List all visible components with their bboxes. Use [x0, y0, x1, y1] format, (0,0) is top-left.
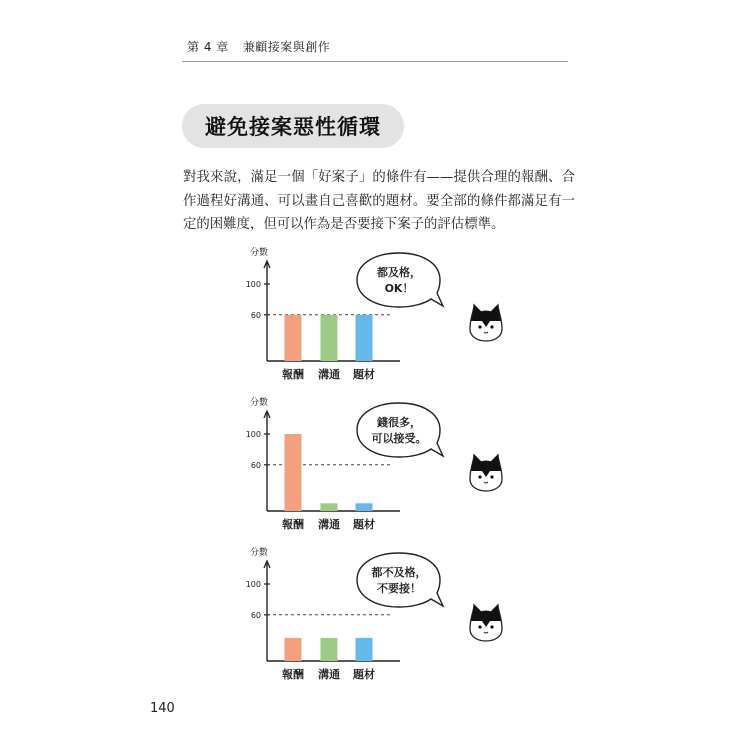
score-chart-2 — [240, 395, 515, 535]
bar-2 — [356, 638, 373, 661]
bar-0 — [285, 315, 302, 361]
body-paragraph: 對我來說，滿足一個「好案子」的條件有——提供合理的報酬、合作過程好溝通、可以畫自己喜歡的題材。要全部的條件都滿足有一定的困難度，但可以作為是否要接下案子的評估標準。 — [183, 170, 575, 232]
chart-svg — [240, 245, 515, 385]
section-title-pill — [182, 104, 404, 148]
bar-2 — [356, 315, 373, 361]
category-label: 溝通 — [318, 368, 340, 381]
cat-face-icon — [470, 305, 502, 341]
y-axis-label: 分數 — [250, 398, 269, 408]
bar-1 — [321, 638, 338, 661]
header-divider — [182, 61, 568, 62]
category-label: 題材 — [353, 368, 375, 381]
bubble-text: 錢很多， — [377, 416, 421, 429]
speech-bubble — [357, 403, 443, 457]
y-tick-label: 60 — [250, 460, 261, 470]
running-header — [187, 38, 330, 55]
cat-face-icon — [470, 605, 502, 641]
y-axis-label: 分數 — [250, 248, 269, 258]
category-label: 題材 — [353, 668, 375, 681]
chart-svg — [240, 545, 515, 685]
chart-svg — [240, 395, 515, 535]
category-label: 報酬 — [282, 368, 304, 381]
bar-0 — [285, 638, 302, 661]
y-tick-label: 100 — [245, 580, 261, 589]
section-title: 避免接案惡性循環 — [205, 115, 381, 139]
category-label: 題材 — [353, 518, 375, 531]
bubble-text: OK！ — [384, 282, 414, 295]
bubble-text: 都不及格， — [371, 566, 427, 579]
cat-face-icon — [470, 455, 502, 491]
y-tick-label: 100 — [245, 430, 261, 439]
category-label: 溝通 — [318, 668, 340, 681]
category-label: 報酬 — [282, 668, 304, 681]
y-tick-label: 60 — [250, 310, 261, 320]
bubble-text: 可以接受。 — [371, 432, 427, 445]
bar-0 — [285, 434, 302, 511]
y-axis-label: 分數 — [250, 548, 269, 558]
bubble-text: 都及格， — [377, 266, 421, 279]
page-number: 140 — [150, 701, 175, 716]
bar-2 — [356, 503, 373, 511]
bar-1 — [321, 315, 338, 361]
score-chart-1 — [240, 245, 515, 385]
speech-bubble — [357, 253, 443, 307]
speech-bubble — [357, 553, 443, 607]
bar-1 — [321, 503, 338, 511]
category-label: 報酬 — [282, 518, 304, 531]
y-tick-label: 100 — [245, 280, 261, 289]
chapter-number: 第 4 章 — [187, 40, 229, 54]
y-tick-label: 60 — [250, 610, 261, 620]
chapter-title: 兼顧接案與創作 — [242, 40, 331, 54]
category-label: 溝通 — [318, 518, 340, 531]
score-chart-3 — [240, 545, 515, 685]
bubble-text: 不要接！ — [377, 582, 421, 595]
